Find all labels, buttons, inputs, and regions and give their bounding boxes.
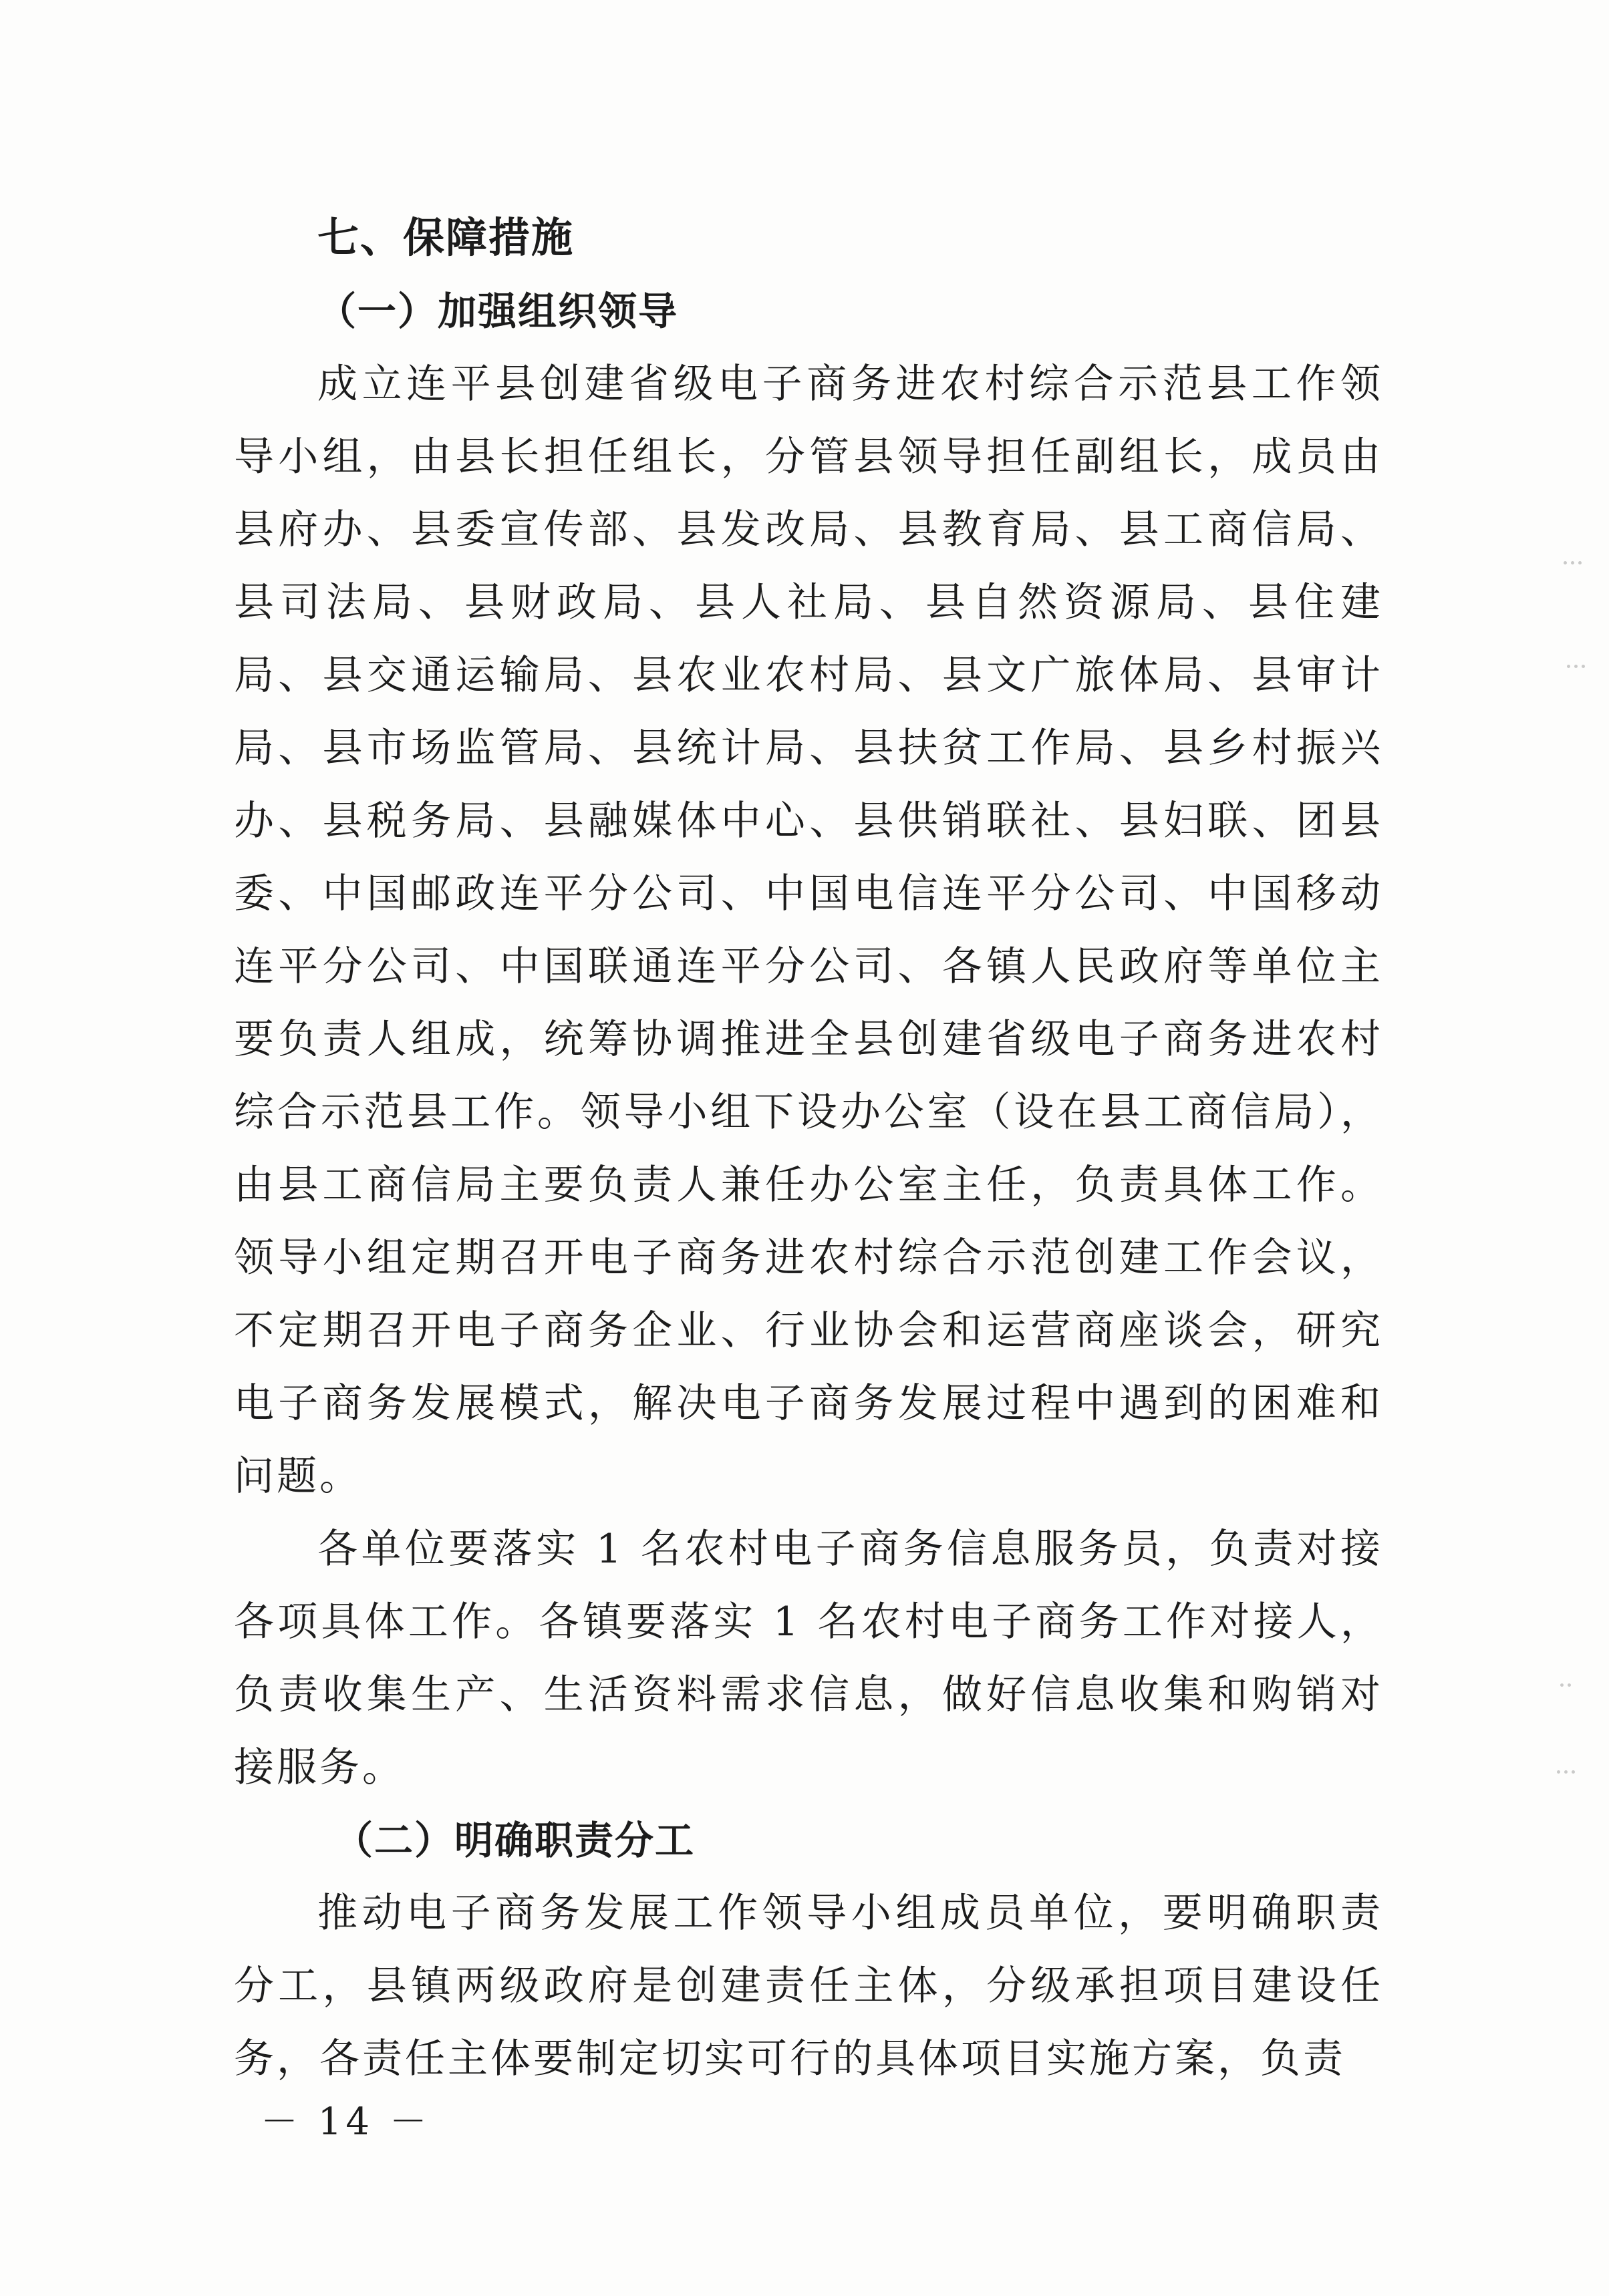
paragraph: 各单位要落实 1 名农村电子商务信息服务员，负责对接各项具体工作。各镇要落实 1 名农村电子商务工作对接人，负责收集生产、生活资料需求信息，做好信息收集和购销对接服务。 bbox=[234, 1526, 1383, 1791]
scan-speck-mark bbox=[1564, 554, 1590, 564]
page-body bbox=[234, 200, 1383, 2096]
subsection-heading-2: （二）明确职责分工 bbox=[334, 1818, 696, 1863]
subsection-heading-1: （一）加强组织领导 bbox=[317, 289, 679, 334]
scan-speck-mark bbox=[1557, 1764, 1584, 1773]
section-heading: 七、保障措施 bbox=[317, 213, 575, 262]
scan-speck-mark bbox=[1560, 1677, 1587, 1686]
page-number: － 14 － bbox=[261, 2100, 431, 2144]
scan-speck-mark bbox=[1567, 658, 1594, 667]
paragraph: 成立连平县创建省级电子商务进农村综合示范县工作领导小组，由县长担任组长，分管县领导担任副组长，成员由县府办、县委宣传部、县发改局、县教育局、县工商信局、县司法局、县财政局、县人社局、县自然资源局、县住建局、县交通运输局、县农业农村局、县文广旅体局、县审计局、县市场监管局、县统计局、县扶贫工作局、县乡村振兴办、县税务局、县融媒体中心、县供销联社、县妇联、团县委、中国邮政连平分公司、中国电信连平分公司、中国移动连平分公司、中国联通连平分公司、各镇人民政府等单位主要负责人组成，统筹协调推进全县创建省级电子商务进农村综合示范县工作。领导小组下设办公室（设在县工商信局），由县工商信局主要负责人兼任办公室主任，负责具体工作。领导小组定期召开电子商务进农村综合示范创建工作会议，不定期召开电子商务企业、行业协会和运营商座谈会，研究电子商务发展模式，解决电子商务发展过程中遇到的困难和问题。 bbox=[234, 361, 1383, 1500]
paragraph: 推动电子商务发展工作领导小组成员单位，要明确职责分工，县镇两级政府是创建责任主体，分级承担项目建设任务，各责任主体要制定切实可行的具体项目实施方案，负责 bbox=[234, 1890, 1383, 2082]
